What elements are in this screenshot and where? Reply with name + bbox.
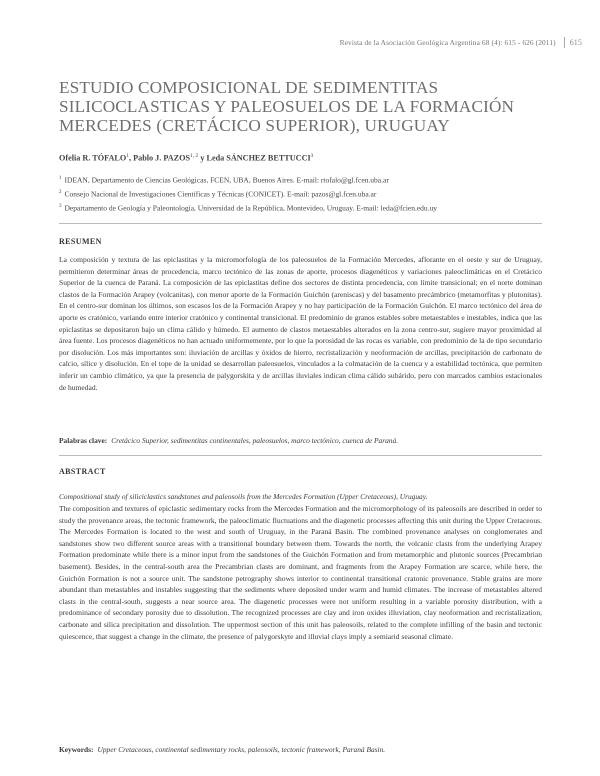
palabras-clave-values: Cretácico Superior, sedimentitas continentales, paleosuelos, marco tectónico, cuenca de Paraná. bbox=[111, 436, 399, 445]
author-affiliation-mark: 3 bbox=[310, 153, 314, 159]
affiliation-item: $^1$ IDEAN, Departamento de Ciencias Geológicas, FCEN, UBA, Buenos Aires. E-mail: rtofalo@gl.fcen.uba.ar bbox=[59, 175, 389, 185]
palabras-clave bbox=[59, 435, 542, 446]
author-list: Ofelia R. TÓFALO$^1$, Pablo J. PAZOS$^{1, 2}$ y Leda SÁNCHEZ BETTUCCI$^3$ bbox=[59, 153, 314, 163]
abstract-subtitle: Compositional study of siliciclastics sandstones and paleosoils from the Mercedes Formation (Upper Cretaceous), Uruguay. bbox=[59, 492, 428, 501]
palabras-clave-label: Palabras clave: bbox=[59, 436, 108, 445]
resumen-heading: RESUMEN bbox=[59, 237, 102, 246]
affiliation-item: $^3$ Departamento de Geología y Paleontología, Universidad de la República, Montevideo, Uruguay. E-mail: leda@fcien.edu.uy bbox=[59, 203, 438, 213]
abstract-text: The composition and textures of epiclastic sedimentary rocks from the Mercedes Formation and the micromorphology of its paleosoils are described in order to study the provenance areas, the tectonic framework, the paleoclimatic fluctuations and the diagenetic processes affecting this unit during the Upper Cretaceous. The Mercedes Formation is located to the west and south of Uruguay, in the Paraná Basin. The combined provenance analyses on conglomerates and sandstones show two different source areas with a transitional boundary between them. Towards the north, the volcanic clasts from the underlying Arapey Formation predominate while there is a minor input from the sandstones of the Guichón Formation and from metamorphic and plutonic sources (Precambrian basement). Besides, in the central-south area the Precambrian clasts are dominant, and fragments from the Arapey Formation are scarce, while here, the Guichón Formation is not a source unit. The sandstone petrography shows interior to continental transitional cratonic provenance. Stable grains are more abundant than metastables and instables suggesting that the sediments where deposited under warm and humid climates. The increase of metastables altered clasts in the central-south, suggests a near source area. The diagenetic processes were not uniform resulting in a variable porosity distribution, with a predominance of secondary porosity due to dissolution. The recognized processes are clay and iron oxides illuviation, clay neoformation and recristalization, carbonate and silica precipitation and dissolution. The uppermost section of this unit has paleosoils, related to the complete infilling of the basin and tectonic quiescence, that suggest a change in the climate, the presence of palygorskyte and illuvial clays imply a semiarid seasonal climate. bbox=[59, 504, 542, 641]
affiliation-list bbox=[59, 173, 437, 215]
journal-citation: Revista de la Asociación Geológica Argentina 68 (4): 615 - 626 (2011) bbox=[339, 38, 556, 47]
header-divider bbox=[564, 37, 565, 48]
section-divider bbox=[59, 223, 542, 224]
author-name: Ofelia R. TÓFALO bbox=[59, 153, 127, 163]
affiliation-item: $^2$ Consejo Nacional de Investigaciones Científicas y Técnicas (CONICET). E-mail: pazos@gl.fcen.uba.ar bbox=[59, 189, 377, 199]
author-affiliation-mark: 1, 2 bbox=[190, 153, 199, 159]
running-header bbox=[340, 37, 582, 48]
abstract-heading: ABSTRACT bbox=[59, 467, 106, 476]
article-title: ESTUDIO COMPOSICIONAL DE SEDIMENTITAS SILICOCLASTICAS Y PALEOSUELOS DE LA FORMACIÓN MERCEDES (CRETÁCICO SUPERIOR), URUGUAY bbox=[59, 78, 515, 135]
resumen-text: La composición y textura de las epiclastitas y la micromorfología de los paleosuelos de la Formación Mercedes, aflorante en el oeste y sur de Uruguay, permitieron determinar áreas de procedencia, marco tectónico de las zonas de aporte, procesos diagenéticos y variaciones paleoclimáticas en el Cretácico Superior de la cuenca de Paraná. La composición de las epiclastitas define dos sectores de distinta procedencia, con límite transicional; en el norte dominan clastos de la Formación Arapey (volcanitas), con menor aporte de la Formación Guichón (areniscas) y del basamento precámbrico (metamorfitas y plutonitas). En el centro-sur dominan los últimos, son escasos los de la Formación Arapey y no hay participación de la Formación Guichón. El marco tectónico del área de aporte es cratónico, variando entre interior cratónico y continental transicional. El predominio de granos estables sobre metaestables e inestables, indica que las epiclastitas se depositaron bajo un clima cálido y húmedo. El aumento de clastos metaestables alterados en la zona centro-sur, sugiere mayor proximidad al área fuente. Los procesos diagenéticos no han actuado uniformemente, por lo que la porosidad de las rocas es variable, con predominio de la de tipo secundario por disolución. Los más importantes son: iluviación de arcillas y óxidos de hierro, recristalización y neoformación de arcillas, precipitación de carbonato de calcio, sílice y disolución. En el tope de la unidad se desarrollan paleosuelos, vinculados a la colmatación de la cuenca y a estabilidad tectónica, que permiten inferir un cambio climático, ya que la presencia de palygorskita y de arcillas iluviales indican clima cálido subárido, pero con marcados cambios estacionales de humedad. bbox=[59, 255, 542, 392]
keywords-values: Upper Cretaceous, continental sedimentary rocks, paleosoils, tectonic framework, Paraná Basin. bbox=[97, 745, 386, 754]
page-number: 615 bbox=[569, 38, 582, 47]
author-name: Pablo J. PAZOS bbox=[133, 153, 191, 163]
keywords-label: Keywords: bbox=[59, 745, 94, 754]
author-affiliation-mark: 1 bbox=[126, 153, 129, 159]
keywords bbox=[59, 744, 542, 755]
author-name: Leda SÁNCHEZ BETTUCCI bbox=[206, 153, 311, 163]
section-divider bbox=[59, 455, 542, 456]
